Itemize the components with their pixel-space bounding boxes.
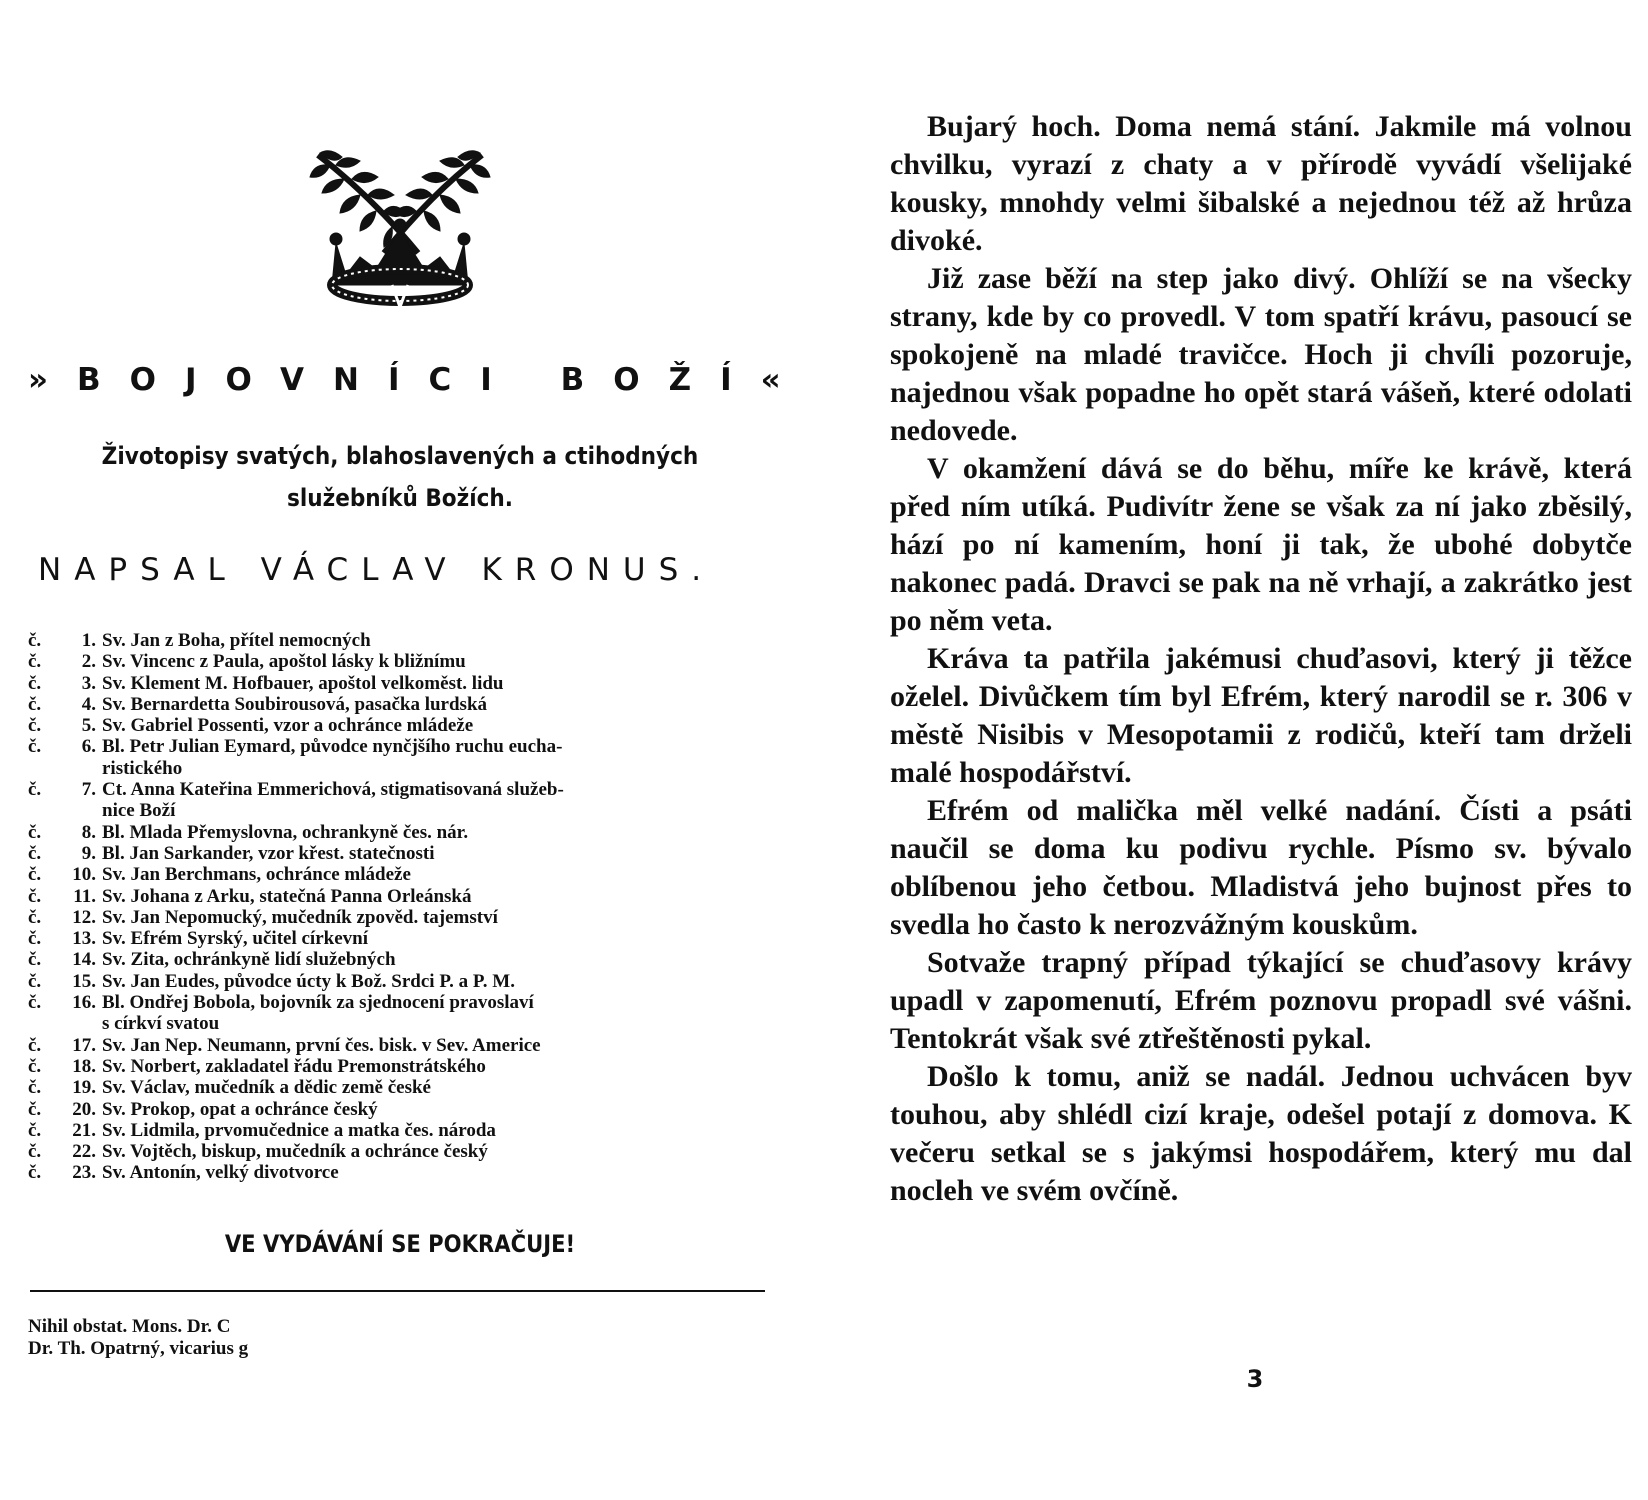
volume-prefix: č. xyxy=(28,715,42,737)
imprimatur xyxy=(28,1316,348,1360)
body-text xyxy=(890,108,1632,1210)
left-page xyxy=(0,0,810,1500)
volume-number: 10. xyxy=(72,864,96,886)
volume-title-line: Bl. Ondřej Bobola, bojovník za sjednocení pravoslaví xyxy=(102,992,534,1014)
volume-prefix: č. xyxy=(28,885,42,907)
volume-prefix: č. xyxy=(28,864,42,886)
volume-prefix: č. xyxy=(28,630,42,651)
volume-title: Sv. Klement M. Hofbauer, apoštol velkoměst. lidu xyxy=(102,672,504,694)
volume-number: 12. xyxy=(72,906,96,928)
volume-prefix: č. xyxy=(28,970,42,992)
volume-prefix: č. xyxy=(28,1034,42,1056)
volume-title: Sv. Jan Nepomucký, mučedník zpověd. tajemství xyxy=(102,906,498,928)
volume-prefix: č. xyxy=(28,842,42,864)
volume-item xyxy=(28,1141,788,1162)
volume-number: 19. xyxy=(72,1077,96,1099)
volume-title xyxy=(100,992,788,1035)
volume-number: 2. xyxy=(81,651,96,673)
volume-item xyxy=(28,736,788,779)
volume-title: Sv. Efrém Syrský, učitel církevní xyxy=(102,928,368,950)
volume-title: Sv. Vojtěch, biskup, mučedník a ochránce český xyxy=(102,1141,488,1163)
volume-item xyxy=(28,928,788,949)
volume-title: Sv. Lidmila, prvomučednice a matka čes. národa xyxy=(102,1119,496,1141)
volume-title-continuation: ristického xyxy=(102,757,183,779)
volume-prefix: č. xyxy=(28,906,42,928)
volume-item xyxy=(28,864,788,885)
volume-number: 15. xyxy=(72,970,96,992)
volume-title: Sv. Jan Nep. Neumann, první čes. bisk. v Sev. Americe xyxy=(102,1034,541,1056)
volume-title-continuation: nice Boží xyxy=(102,800,176,822)
imprimatur-line: Dr. Th. Opatrný, vicarius g xyxy=(28,1338,249,1359)
volume-number: 21. xyxy=(72,1119,96,1141)
volume-title: Sv. Václav, mučedník a dědic země české xyxy=(102,1077,431,1099)
volume-number: 22. xyxy=(72,1141,96,1163)
volume-item xyxy=(28,907,788,928)
volume-prefix: č. xyxy=(28,693,42,715)
volume-number: 8. xyxy=(81,821,96,843)
volume-prefix: č. xyxy=(28,1119,42,1141)
volume-number: 16. xyxy=(72,992,96,1014)
subtitle-line: Životopisy svatých, blahoslavených a ctihodných xyxy=(101,442,699,470)
volume-number: 5. xyxy=(81,715,96,737)
volume-item xyxy=(28,886,788,907)
volume-title: Bl. Jan Sarkander, vzor křest. statečnosti xyxy=(102,842,435,864)
volume-number: 6. xyxy=(81,736,96,758)
paragraph: Efrém od malička měl velké nadání. Čísti a psáti naučil se doma ku podivu rychle. Písmo sv. bývalo oblíbenou jeho četbou. Mladistvá jeho bujnost přes to svedla ho často k nerozvážným kouskům. xyxy=(890,794,1632,941)
volume-title: Sv. Bernardetta Soubirousová, pasačka lurdská xyxy=(102,693,488,715)
paragraph: Sotvaže trapný případ týkající se chuďasovy krávy upadl v zapomenutí, Efrém poznovu propadl své vášni. Tentokrát však své ztřeštěnosti pykal. xyxy=(890,946,1632,1055)
volume-title: Sv. Prokop, opat a ochránce český xyxy=(102,1098,378,1120)
crown-with-palm-branches-icon xyxy=(300,135,500,310)
volume-item xyxy=(28,949,788,970)
volume-prefix: č. xyxy=(28,1141,42,1163)
volume-title-line: Bl. Petr Julian Eymard, původce nynčjšího ruchu eucha- xyxy=(102,736,563,758)
right-page xyxy=(820,0,1648,1500)
volume-prefix: č. xyxy=(28,1055,42,1077)
volume-number: 3. xyxy=(81,672,96,694)
volume-prefix: č. xyxy=(28,651,42,673)
volume-prefix: č. xyxy=(28,736,42,758)
volume-prefix: č. xyxy=(28,1162,42,1184)
volume-item xyxy=(28,843,788,864)
volume-number: 23. xyxy=(72,1162,96,1184)
horizontal-rule xyxy=(30,1290,765,1292)
paragraph: Bujarý hoch. Doma nemá stání. Jakmile má volnou chvilku, vyrazí z chaty a v přírodě vyvádí všelijaké kousky, mnohdy velmi šibalské a nejednou též až hrůza divoké. xyxy=(890,110,1632,257)
volume-prefix: č. xyxy=(28,949,42,971)
imprimatur-line: Nihil obstat. Mons. Dr. C xyxy=(28,1316,231,1337)
volume-number: 1. xyxy=(81,630,96,651)
series-subtitle xyxy=(67,435,733,519)
volume-title xyxy=(100,736,788,779)
volume-prefix: č. xyxy=(28,928,42,950)
volume-item xyxy=(28,822,788,843)
paragraph: V okamžení dává se do běhu, míře ke krávě, která před ním utíká. Pudivítr žene se však za ní jako zběsilý, hází po ní kamením, honí ji tak, že ubohé dobytče nakonec padá. Dravci se pak na ně vrhají, a zakrátko jest po něm veta. xyxy=(890,452,1632,637)
volume-number: 7. xyxy=(81,779,96,801)
volume-title: Sv. Vincenc z Paula, apoštol lásky k bližnímu xyxy=(102,651,466,673)
volume-number: 4. xyxy=(81,693,96,715)
volume-item xyxy=(28,1035,788,1056)
continues-notice: VE VYDÁVÁNÍ SE POKRAČUJE! xyxy=(224,1230,576,1258)
volume-item xyxy=(28,779,788,822)
volume-item xyxy=(28,630,788,651)
volume-title: Bl. Mlada Přemyslovna, ochrankyně čes. nár. xyxy=(102,821,469,843)
volume-number: 9. xyxy=(81,842,96,864)
volume-item xyxy=(28,1077,788,1098)
volume-prefix: č. xyxy=(28,672,42,694)
volume-title: Sv. Jan Eudes, původce úcty k Bož. Srdci P. a P. M. xyxy=(102,970,515,992)
volume-title: Sv. Jan Berchmans, ochránce mládeže xyxy=(102,864,411,886)
volume-prefix: č. xyxy=(28,1077,42,1099)
volume-title xyxy=(100,779,788,822)
author-line: NAPSAL VÁCLAV KRONUS. xyxy=(38,552,715,588)
paragraph: Došlo k tomu, aniž se nadál. Jednou uchvácen byv touhou, aby shlédl cizí kraje, odešel potají z domova. K večeru setkal se s jakýmsi hospodářem, který mu dal nocleh ve svém ovčíně. xyxy=(890,1060,1632,1207)
volume-prefix: č. xyxy=(28,779,42,801)
volume-list xyxy=(28,630,788,1184)
volume-item xyxy=(28,715,788,736)
volume-number: 14. xyxy=(72,949,96,971)
paragraph: Již zase běží na step jako divý. Ohlíží se na všecky strany, kde by co provedl. V tom spatří krávu, pasoucí se spokojeně na mladé travičce. Hoch ji chvíli pozoruje, najednou však popadne ho opět stará vášeň, které odolati nedovede. xyxy=(890,262,1632,447)
volume-prefix: č. xyxy=(28,1098,42,1120)
volume-item xyxy=(28,651,788,672)
volume-prefix: č. xyxy=(28,821,42,843)
volume-title: Sv. Gabriel Possenti, vzor a ochránce mládeže xyxy=(102,715,474,737)
volume-item xyxy=(28,1120,788,1141)
volume-item xyxy=(28,971,788,992)
volume-title: Sv. Jan z Boha, přítel nemocných xyxy=(102,630,371,651)
volume-prefix: č. xyxy=(28,992,42,1014)
page-number: 3 xyxy=(1246,1365,1264,1393)
volume-title-continuation: s církví svatou xyxy=(102,1013,220,1035)
volume-item xyxy=(28,1056,788,1077)
paragraph: Kráva ta patřila jakémusi chuďasovi, který ji těžce oželel. Divůčkem tím byl Efrém, který narodil se r. 306 v městě Nisibis v Mesopotamii z rodičů, kteří tam drželi malé hospodářství. xyxy=(890,642,1632,789)
volume-item xyxy=(28,992,788,1035)
series-title: »BOJOVNÍCI BOŽÍ« xyxy=(28,362,810,398)
volume-title: Sv. Johana z Arku, statečná Panna Orleánská xyxy=(102,885,472,907)
volume-item xyxy=(28,673,788,694)
volume-number: 11. xyxy=(73,885,96,907)
volume-item xyxy=(28,694,788,715)
volume-title: Sv. Zita, ochránkyně lidí služebných xyxy=(102,949,396,971)
volume-title: Sv. Antonín, velký divotvorce xyxy=(102,1162,339,1184)
volume-title-line: Ct. Anna Kateřina Emmerichová, stigmatisovaná služeb- xyxy=(102,779,564,801)
volume-number: 18. xyxy=(72,1055,96,1077)
volume-item xyxy=(28,1099,788,1120)
subtitle-line: služebníků Božích. xyxy=(286,484,514,512)
volume-item xyxy=(28,1162,788,1183)
volume-title: Sv. Norbert, zakladatel řádu Premonstrátského xyxy=(102,1055,486,1077)
volume-number: 13. xyxy=(72,928,96,950)
volume-number: 20. xyxy=(72,1098,96,1120)
volume-number: 17. xyxy=(72,1034,96,1056)
